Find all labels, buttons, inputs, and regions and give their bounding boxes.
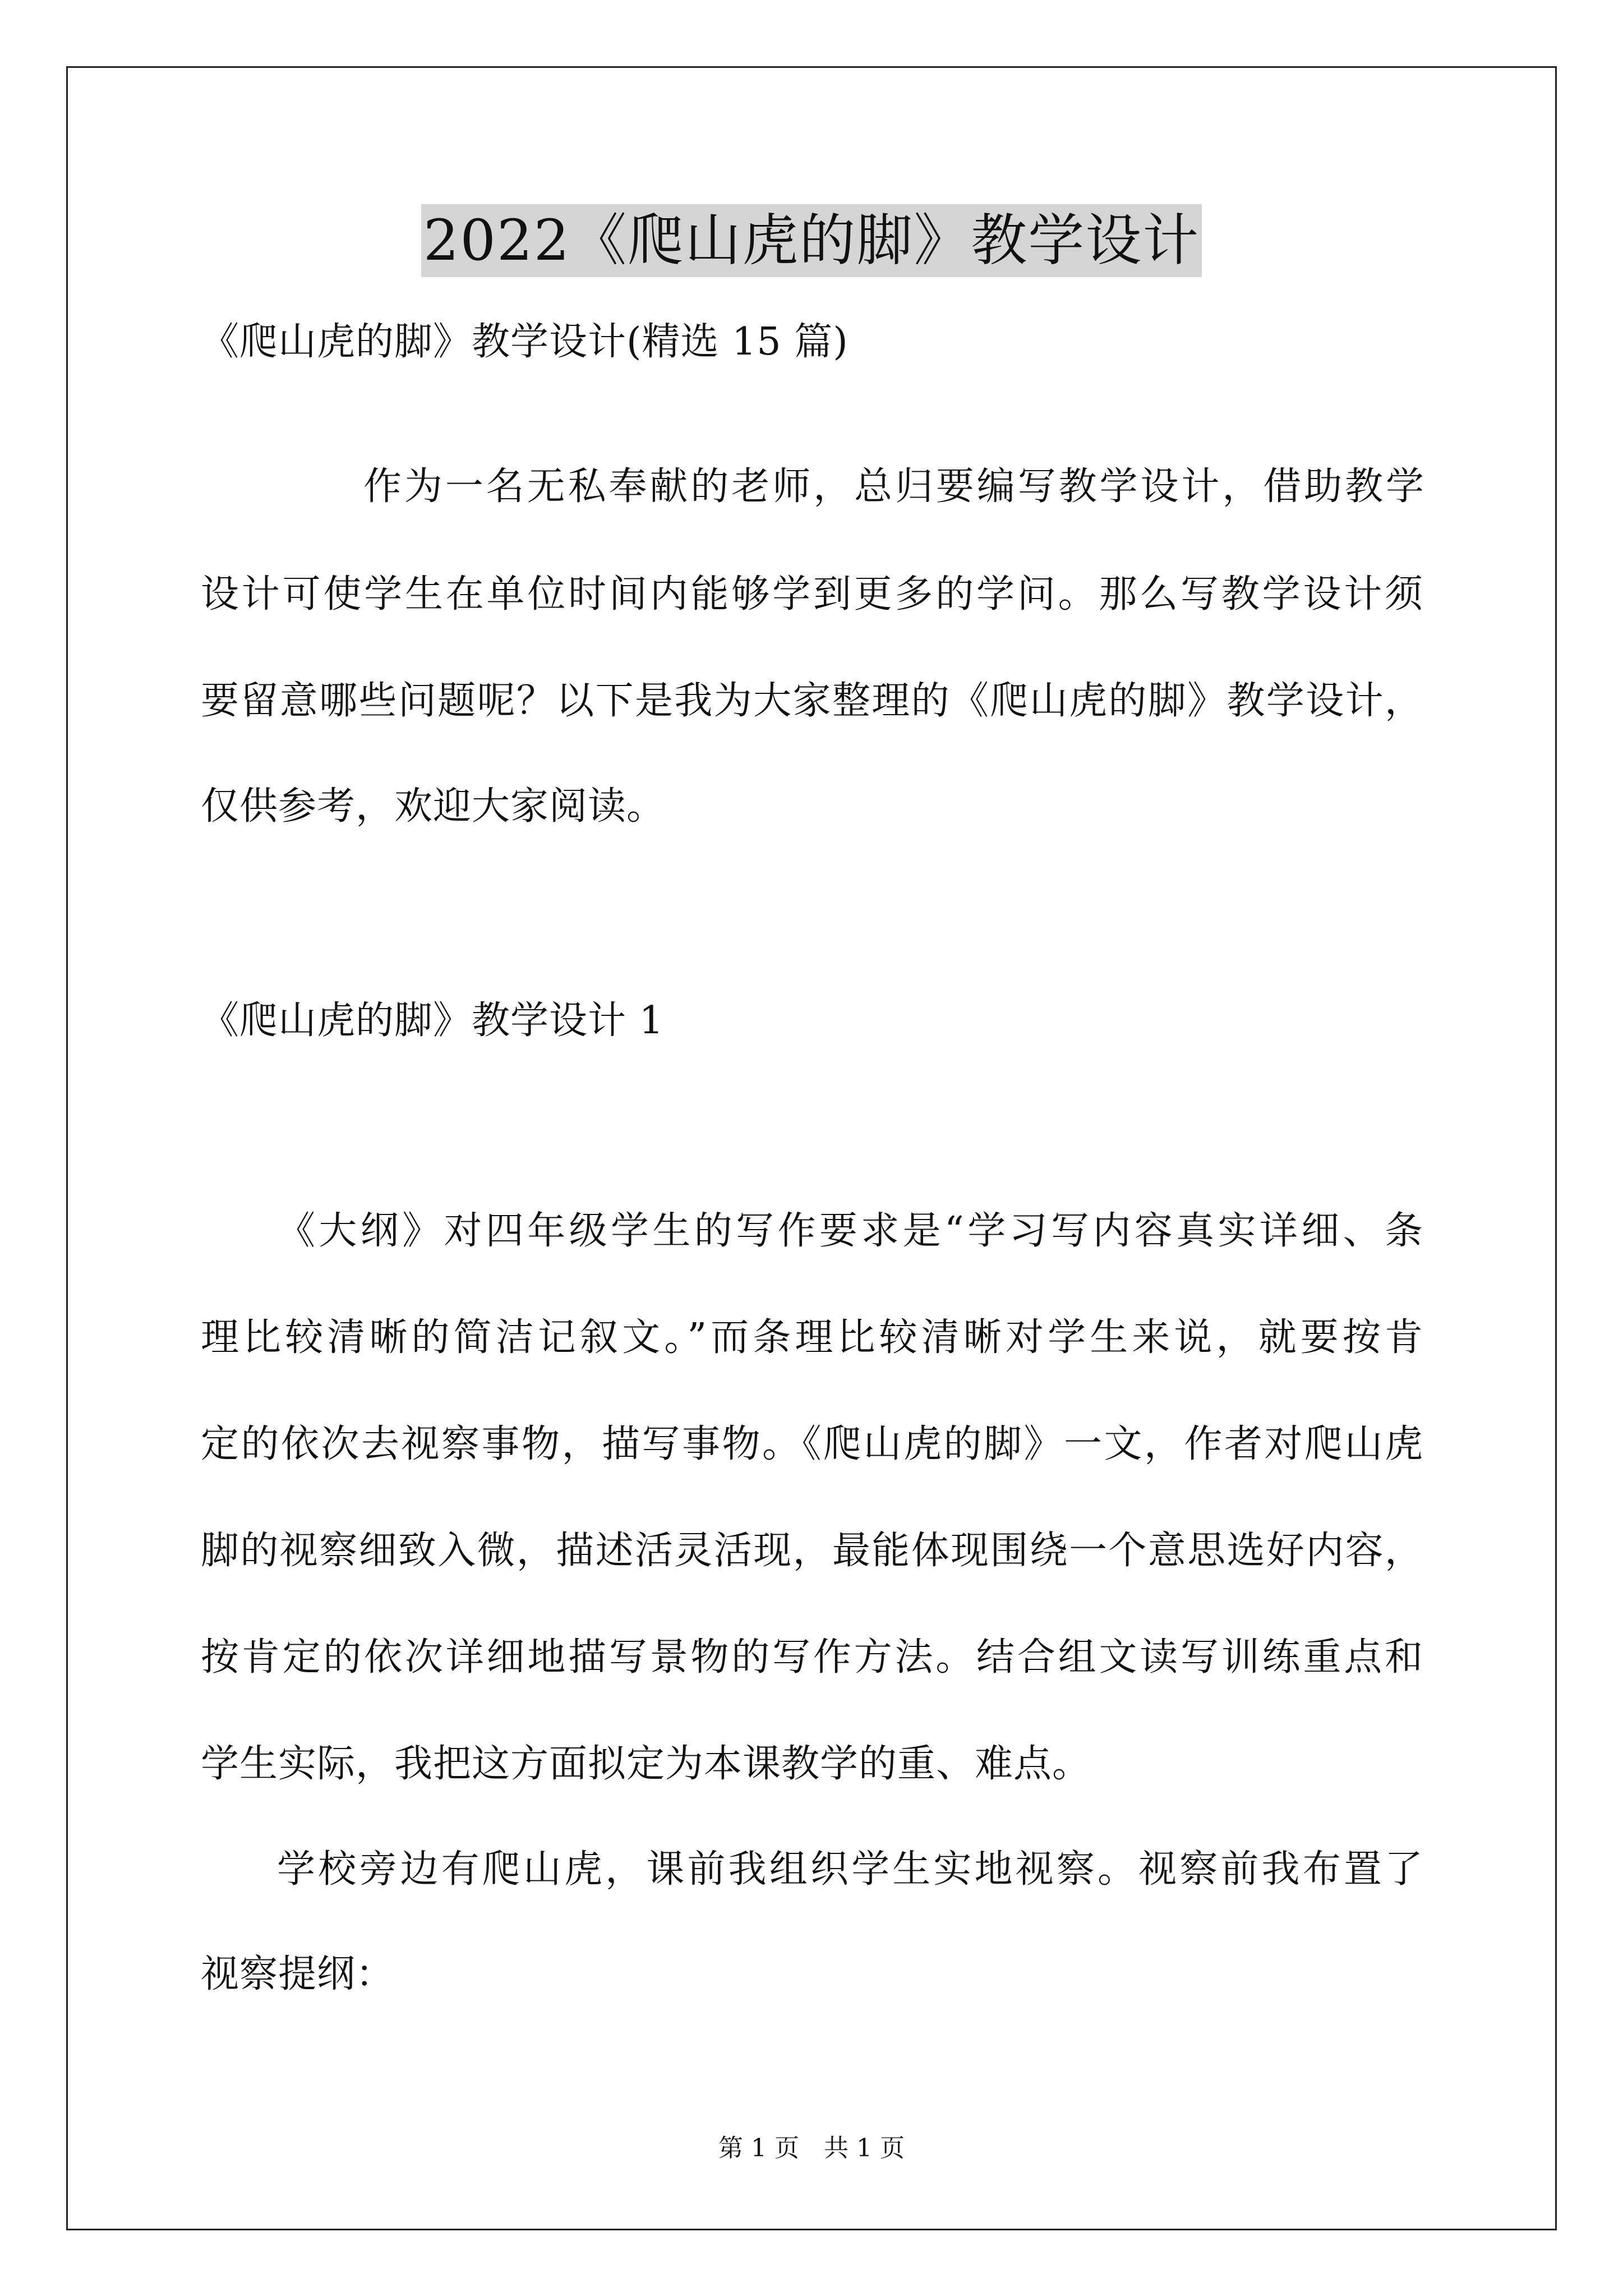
intro-line-4: 仅供参考，欢迎大家阅读。 [201,784,666,829]
page-border [66,66,1557,2230]
document-subtitle: 《爬山虎的脚》教学设计(精选 15 篇) [201,320,849,364]
paragraph1-line-2: 理比较清晰的简洁记叙文。”而条理比较清晰对学生来说，就要按肯 [201,1315,1423,1360]
paragraph2-line-1: 学校旁边有爬山虎，课前我组织学生实地视察。视察前我布置了 [277,1847,1423,1892]
intro-line-2: 设计可使学生在单位时间内能够学到更多的学问。那么写教学设计须 [201,572,1423,616]
paragraph1-line-5: 按肯定的依次详细地描写景物的写作方法。结合组文读写训练重点和 [201,1635,1423,1680]
document-title: 2022《爬山虎的脚》教学设计 [421,204,1202,277]
paragraph1-line-6: 学生实际，我把这方面拟定为本课教学的重、难点。 [201,1742,1091,1786]
intro-line-3: 要留意哪些问题呢？以下是我为大家整理的《爬山虎的脚》教学设计， [201,679,1423,723]
section-heading: 《爬山虎的脚》教学设计 1 [201,999,664,1043]
paragraph1-line-3: 定的依次去视察事物，描写事物。《爬山虎的脚》一文，作者对爬山虎 [201,1422,1423,1466]
paragraph1-line-1: 《大纲》对四年级学生的写作要求是“学习写内容真实详细、条 [277,1209,1423,1253]
page-footer: 第 1 页 共 1 页 [718,2134,905,2162]
paragraph1-line-4: 脚的视察细致入微，描述活灵活现，最能体现围绕一个意思选好内容， [201,1529,1423,1573]
intro-line-1: 作为一名无私奉献的老师，总归要编写教学设计，借助教学 [363,464,1424,509]
title-container [0,204,1623,277]
paragraph2-line-2: 视察提纲： [201,1952,395,1996]
